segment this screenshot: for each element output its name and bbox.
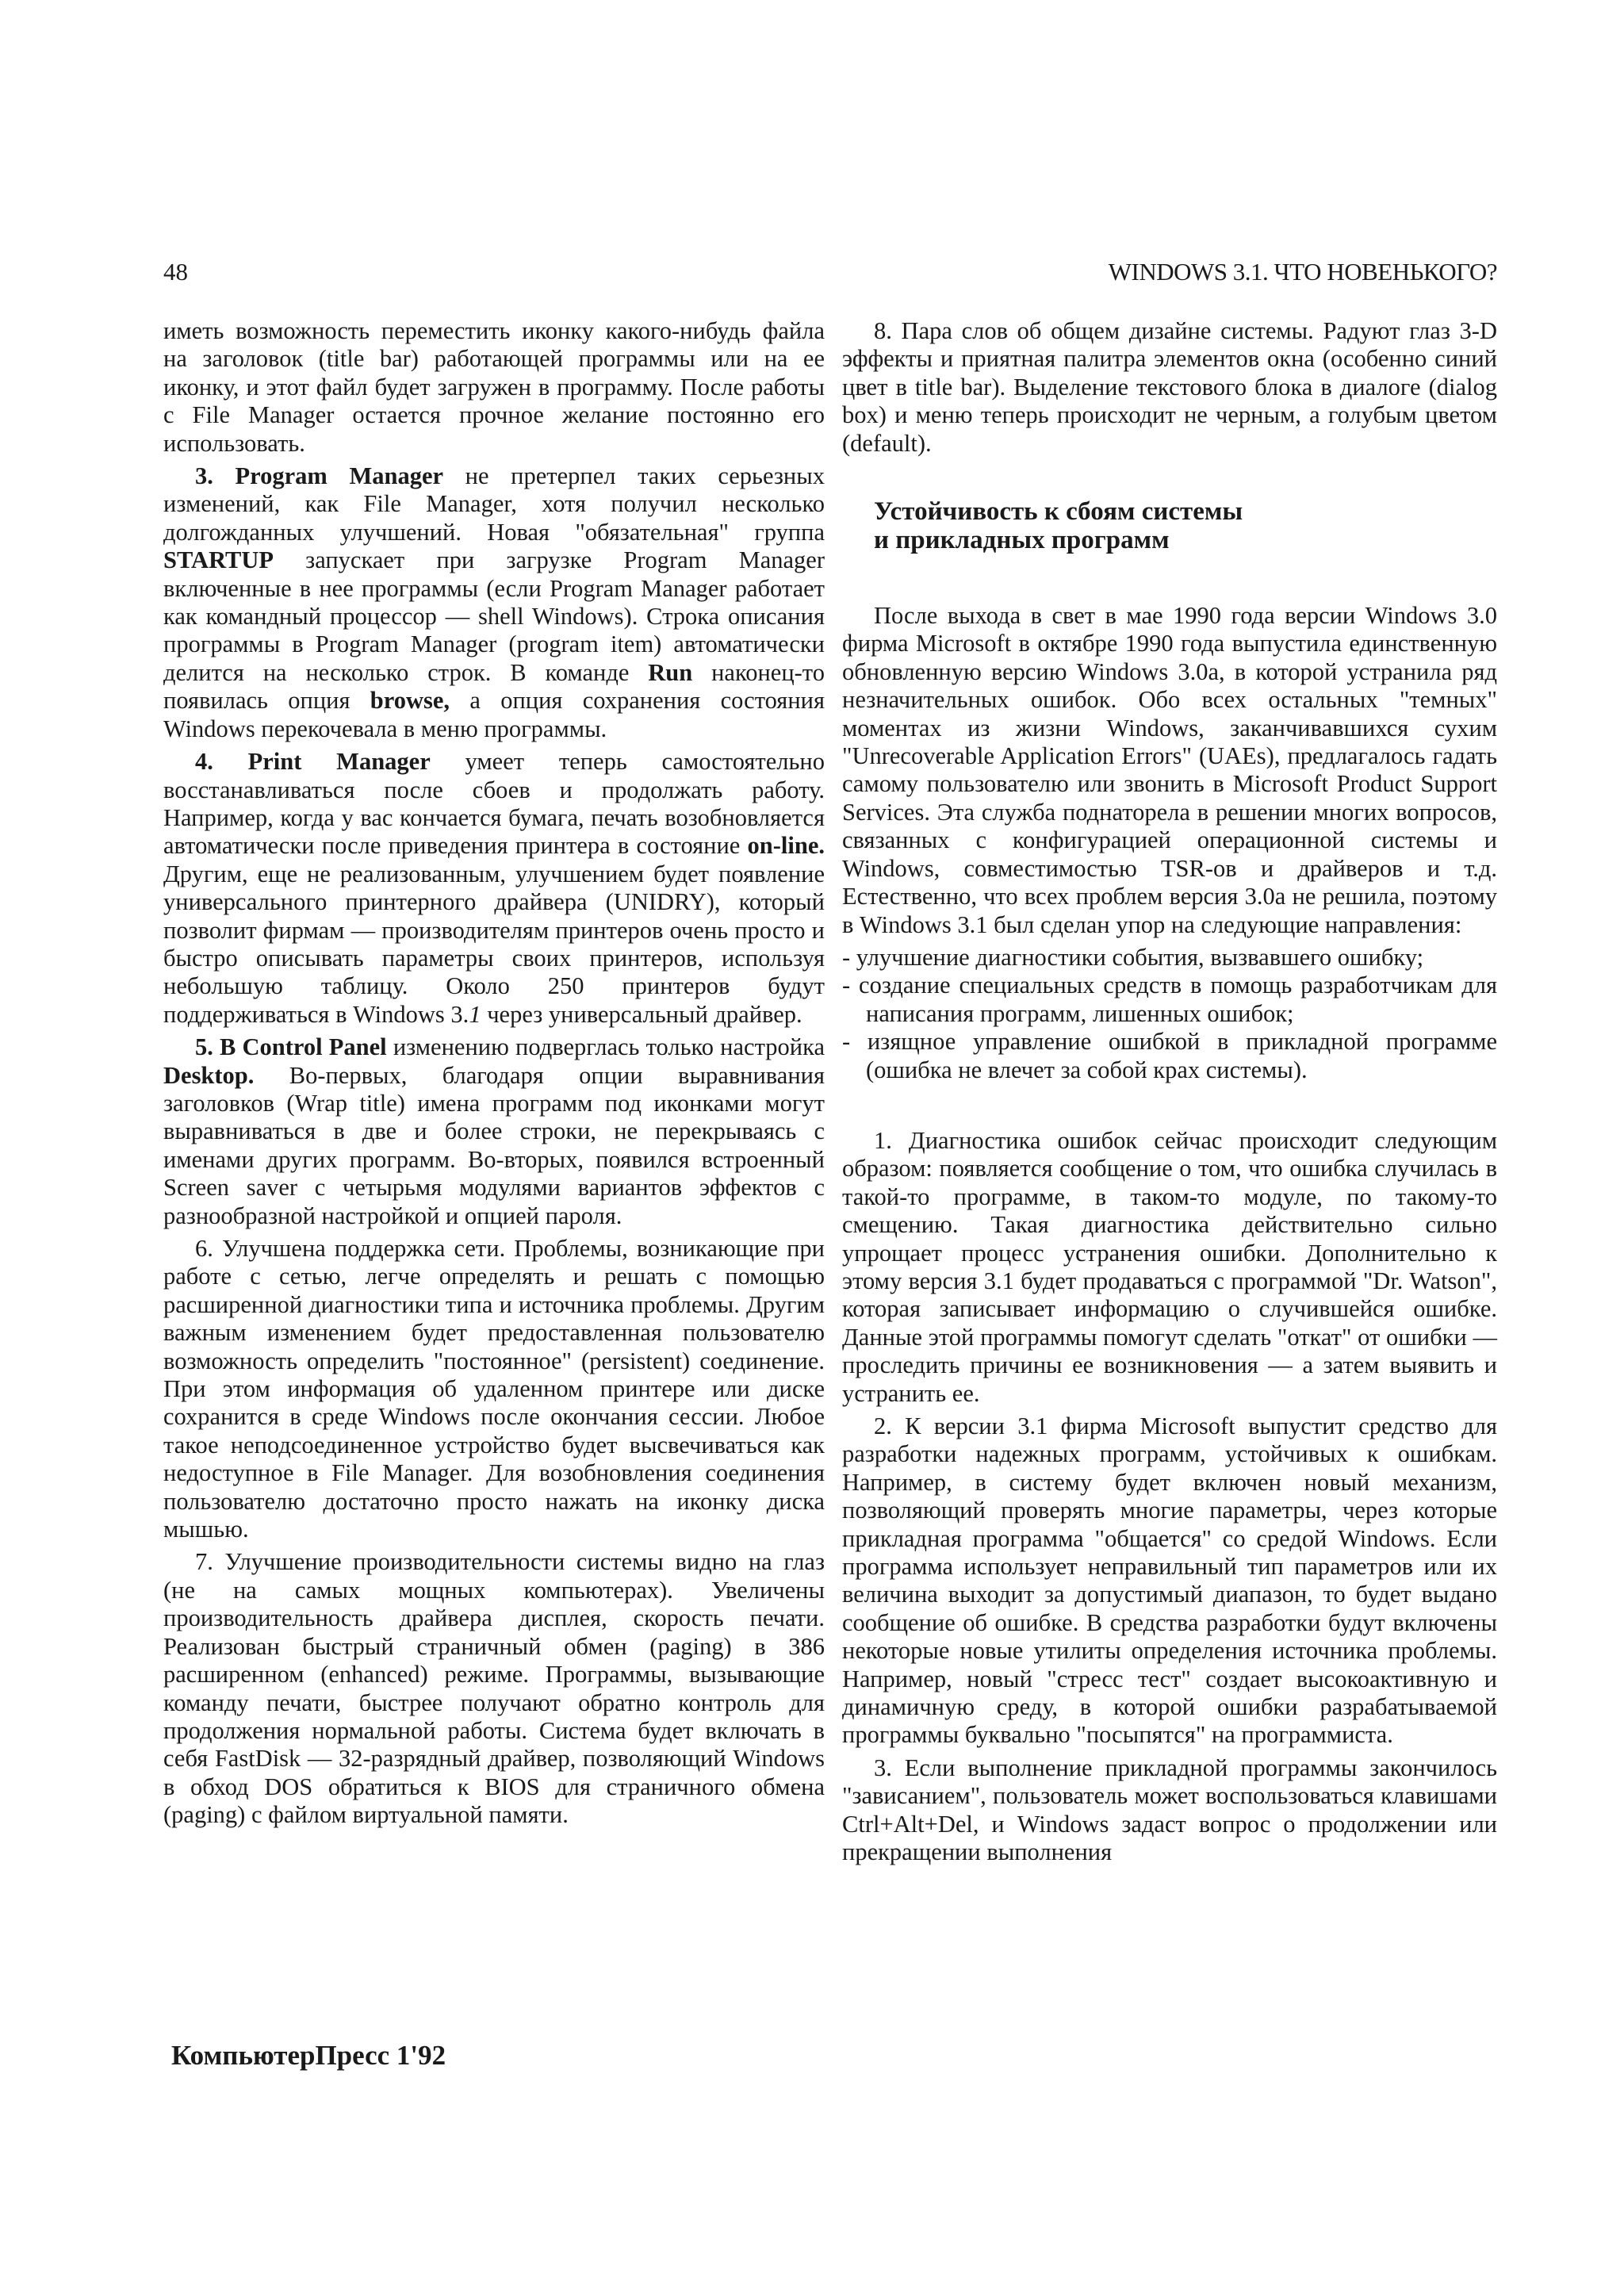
list-item: - улучшение диагностики события, вызвавшего ошибку; (842, 943, 1424, 971)
run-term: Run (648, 658, 693, 686)
paragraph-dev-tools: 2. К версии 3.1 фирма Microsoft выпустит средство для разработки надежных программ, устойчивых к ошибкам. Например, в систему будет включен новый механизм, позволяющий проверять многие параметры, через которые прикладная программа "общается" со средой Windows. Если программа использует неправильный тип параметров или их величина выходит за допустимый диапазон, то будет выдано сообщение об ошибке. В средства разработки будут включены некоторые новые утилиты определения источника проблемы. Например, новый "стресс тест" создает высокоактивную и динамичную среду, в которой ошибки разрабатываемой программы буквально "посыпятся" на программиста. (842, 1412, 1497, 1749)
list-item: - изящное управление ошибкой в прикладной программе (ошибка не влечет за собой крах системы). (842, 1028, 1497, 1083)
magazine-footer: КомпьютерПресс 1'92 (171, 2040, 446, 2071)
paragraph-performance: 7. Улучшение производительности системы видно на глаз (не на самых мощных компьютерах). Увеличены производительность драйвера дисплея, скорость печати. Реализован быстрый страничный обмен (paging) в 386 расширенном (enhanced) режиме. Программы, вызывающие команду печати, быстрее получают обратно контроль для продолжения нормальной работы. Система будет включать в себя FastDisk — 32-разрядный драйвер, позволяющий Windows в обход DOS обратиться к BIOS для страничного обмена (paging) с файлом виртуальной памяти. (163, 1548, 825, 1829)
paragraph-print-manager: 4. Print Manager умеет теперь самостоятельно восстанавливаться после сбоев и продолжать работу. Например, когда у вас кончается бумага, печать возобновляется автоматически после приведения принтера в состояние on-line. Другим, еще не реализованным, улучшением будет появление универсального принтерного драйвера (UNIDRY), который позволит фирмам — производителям принтеров очень просто и быстро описывать параметры своих принтеров, используя небольшую таблицу. Около 250 принтеров будут поддерживаться в Windows 3.1 через универсальный драйвер. (163, 748, 825, 1028)
control-panel-term: 5. В Control Panel (195, 1033, 387, 1061)
running-title: WINDOWS 3.1. ЧТО НОВЕНЬКОГО? (1108, 258, 1497, 286)
paragraph-network: 6. Улучшена поддержка сети. Проблемы, возникающие при работе с сетью, легче определять и решать с помощью расширенной диагностики типа и источника проблемы. Другим важным изменением будет предоставленная пользователю возможность определить "постоянное" (persistent) соединение. При этом информация об удаленном принтере или диске сохранится в среде Windows после окончания сессии. Любое такое неподсоединенное устройство будет высвечиваться как недоступное в File Manager. Для возобновления соединения пользователю достаточно просто нажать на иконку диска мышью. (163, 1235, 825, 1543)
online-term: on-line. (747, 832, 825, 860)
paragraph-diagnostics: 1. Диагностика ошибок сейчас происходит следующим образом: появляется сообщение о том, что ошибка случилась в такой-то программе, в таком-то модуле, по такому-то смещению. Такая диагностика действительно сильно упрощает процесс устранения ошибки. Дополнительно к этому версия 3.1 будет продаваться с программой "Dr. Watson", которая записывает информацию о случившейся ошибке. Данные этой программы помогут сделать "откат" от ошибки — проследить причины ее возникновения — а затем выявить и устранить ее. (842, 1126, 1497, 1407)
paragraph-control-panel: 5. В Control Panel изменению подверглась только настройка Desktop. Во-первых, благодаря опции выравнивания заголовков (Wrap title) имена программ под иконками могут выравниваться в две и более строки, не перекрываясь с именами других программ. Во-вторых, появился встроенный Screen saver с четырьмя модулями вариантов эффектов с разнообразной настройкой и опцией пароля. (163, 1033, 825, 1229)
startup-term: STARTUP (163, 546, 274, 574)
list-item: - создание специальных средств в помощь разработчикам для написания программ, лишенных ошибок; (842, 972, 1497, 1027)
print-manager-term: 4. Print Manager (195, 748, 431, 776)
browse-term: browse, (370, 687, 450, 715)
page-number: 48 (163, 258, 188, 286)
right-column (842, 317, 1497, 1872)
desktop-term: Desktop. (163, 1061, 255, 1089)
program-manager-term: 3. Program Manager (195, 462, 444, 490)
paragraph-hang: 3. Если выполнение прикладной программы закончилось "зависанием", пользователь может воспользоваться клавишами Ctrl+Alt+Del, и Windows задаст вопрос о продолжении или прекращении выполнения (842, 1754, 1497, 1866)
left-column (163, 317, 825, 1834)
paragraph-design: 8. Пара слов об общем дизайне системы. Радуют глаз 3-D эффекты и приятная палитра элементов окна (особенно синий цвет в title bar). Выделение текстового блока в диалоге (dialog box) и меню теперь происходит не черным, а голубым цветом (default). (842, 317, 1497, 457)
section-heading: Устойчивость к сбоям системы и прикладных программ (874, 497, 1243, 555)
paragraph-history: После выхода в свет в мае 1990 года версии Windows 3.0 фирма Microsoft в октябре 1990 года выпустила единственную обновленную версию Windows 3.0a, в которой устранила ряд незначительных ошибок. Обо всех остальных "темных" моментах из жизни Windows, заканчивавшихся сухим "Unrecoverable Application Errors" (UAEs), предлагалось гадать самому пользователю или звонить в Microsoft Product Support Services. Эта служба поднаторела в решении многих вопросов, связанных с конфигурацией операционной системы и Windows, совместимостью TSR-ов и драйверов и т.д. Естественно, что всех проблем версия 3.0a не решила, поэтому в Windows 3.1 был сделан упор на следующие направления: (842, 602, 1497, 938)
directions-list (842, 944, 1497, 1084)
paragraph-program-manager: 3. Program Manager не претерпел таких серьезных изменений, как File Manager, хотя получил несколько долгожданных улучшений. Новая "обязательная" группа STARTUP запускает при загрузке Program Manager включенные в нее программы (если Program Manager работает как командный процессор — shell Windows). Строка описания программы в Program Manager (program item) автоматически делится на несколько строк. В команде Run наконец-то появилась опция browse, а опция сохранения состояния Windows перекочевала в меню программы. (163, 462, 825, 742)
paragraph-intro: иметь возможность переместить иконку какого-нибудь файла на заголовок (title bar) работающей программы или на ее иконку, и этот файл будет загружен в программу. После работы с File Manager остается прочное желание постоянно его использовать. (163, 317, 825, 457)
